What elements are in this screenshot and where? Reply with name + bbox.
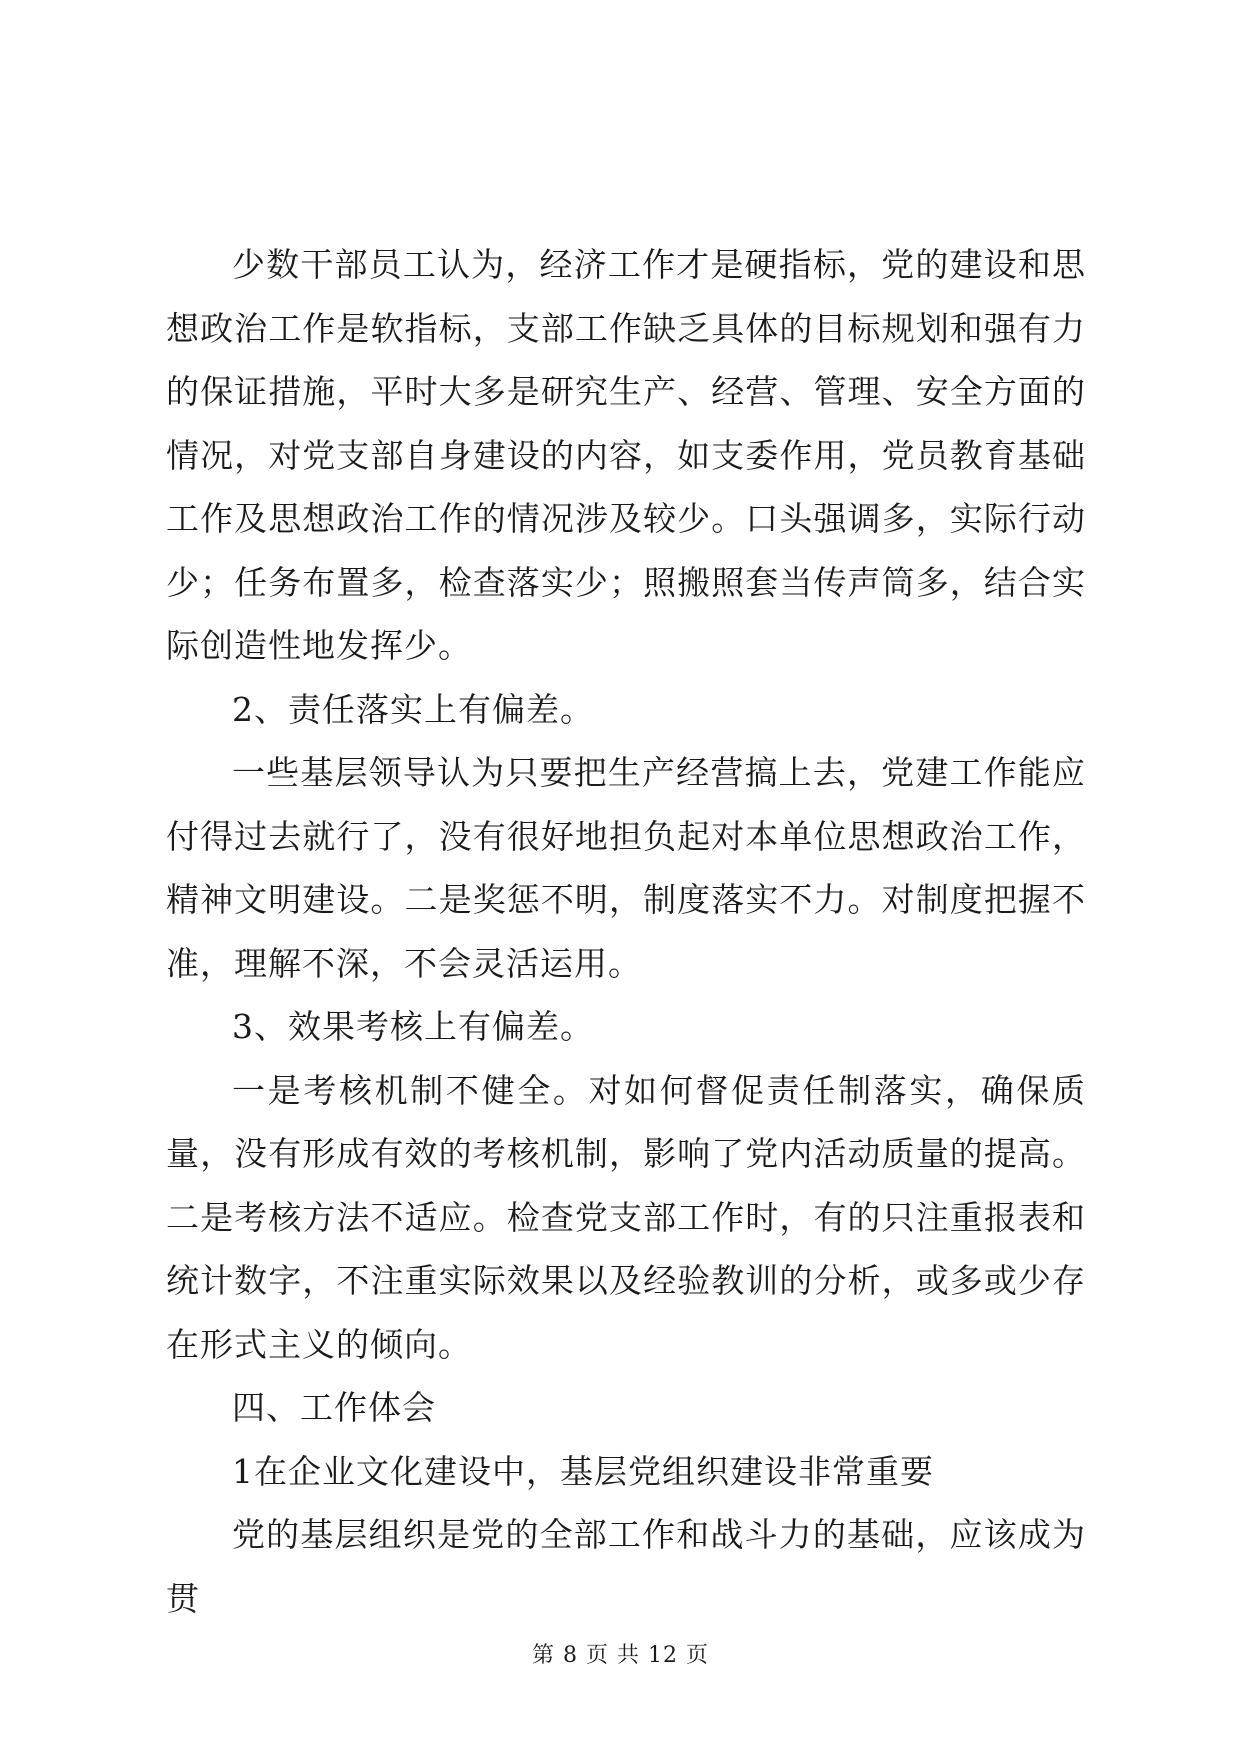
document-body	[166, 233, 1086, 1630]
paragraph-1: 少数干部员工认为，经济工作才是硬指标，党的建设和思想政治工作是软指标，支部工作缺乏具体的目标规划和强有力的保证措施，平时大多是研究生产、经营、管理、安全方面的情况，对党支部自身建设的内容，如支委作用，党员教育基础工作及思想政治工作的情况涉及较少。口头强调多，实际行动少；任务布置多，检查落实少；照搬照套当传声筒多，结合实际创造性地发挥少。	[166, 245, 1086, 665]
subsection-heading: 1在企业文化建设中，基层党组织建设非常重要	[232, 1451, 934, 1491]
paragraph-heading-4: 3、效果考核上有偏差。	[232, 1007, 594, 1046]
paragraph-heading-2: 2、责任落实上有偏差。	[232, 689, 594, 729]
paragraph-5: 一是考核机制不健全。对如何督促责任制落实，确保质量，没有形成有效的考核机制，影响了党内活动质量的提高。二是考核方法不适应。检查党支部工作时，有的只注重报表和统计数字，不注重实际效果以及经验教训的分析，或多或少存在形式主义的倾向。	[166, 1070, 1086, 1364]
section-heading: 四、工作体会	[232, 1388, 436, 1427]
page-footer: 第 8 页 共 12 页	[532, 1643, 709, 1668]
paragraph-3: 一些基层领导认为只要把生产经营搞上去，党建工作能应付得过去就行了，没有很好地担负起对本单位思想政治工作，精神文明建设。二是奖惩不明，制度落实不力。对制度把握不准，理解不深，不会灵活运用。	[166, 753, 1086, 983]
paragraph-8: 党的基层组织是党的全部工作和战斗力的基础，应该成为贯	[166, 1515, 1086, 1618]
